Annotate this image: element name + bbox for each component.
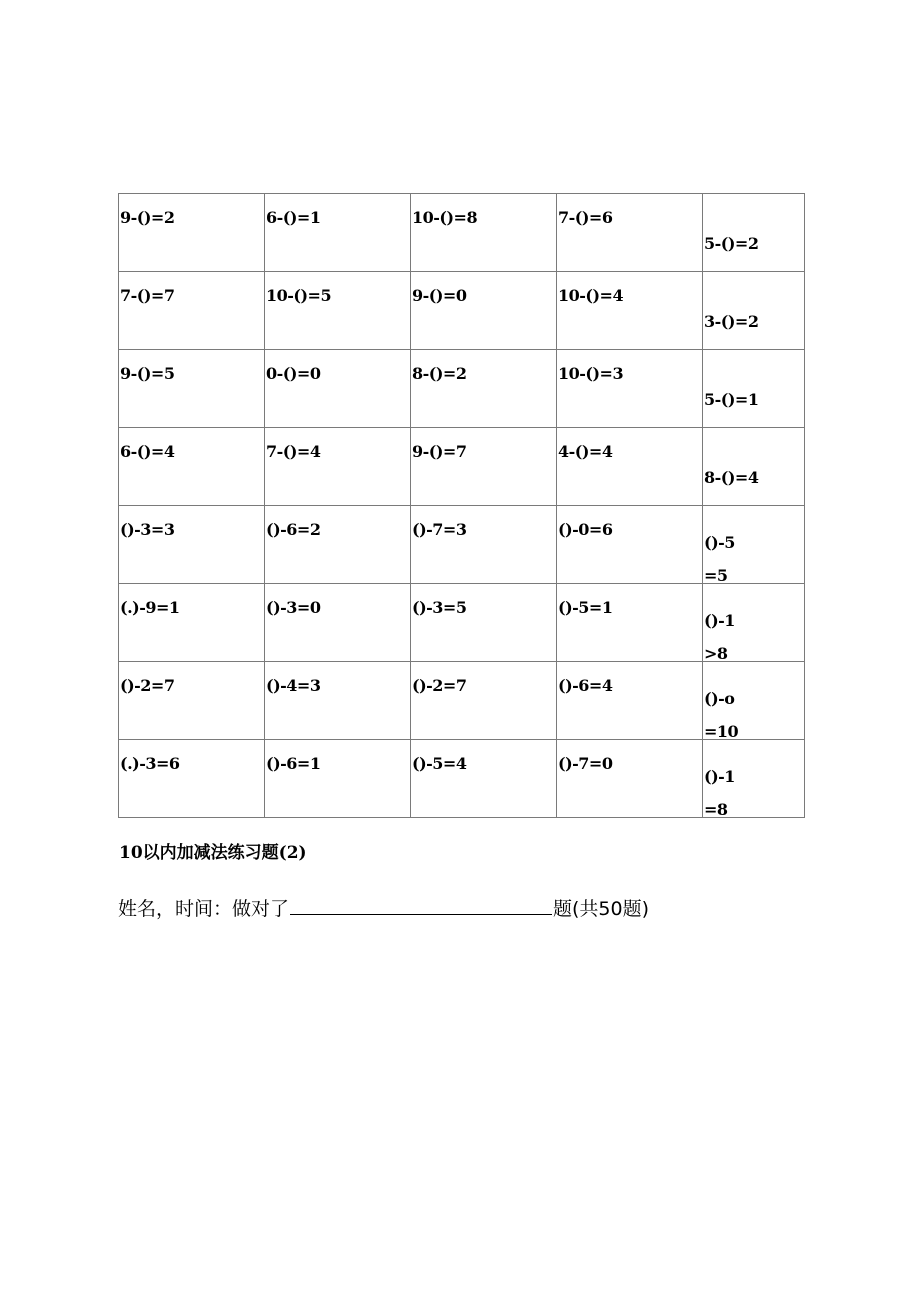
table-cell (557, 194, 703, 272)
equation-split (704, 604, 735, 670)
table-row (119, 272, 805, 350)
equation: ()-0=6 (558, 520, 613, 539)
score-blank[interactable] (290, 894, 552, 915)
table-row (119, 584, 805, 662)
equation-part: ()-1 (704, 611, 735, 630)
table-cell (411, 272, 557, 350)
equation: ()-3=0 (266, 598, 321, 617)
exercise-table (118, 193, 805, 818)
table-cell (557, 428, 703, 506)
equation: ()-2=7 (412, 676, 467, 695)
table-row (119, 506, 805, 584)
equation: 9-()=5 (120, 364, 175, 383)
table-cell (703, 428, 805, 506)
table-cell (119, 272, 265, 350)
table-cell (265, 350, 411, 428)
equation: ()-7=0 (558, 754, 613, 773)
table-cell (265, 662, 411, 740)
table-cell (119, 506, 265, 584)
equation: 8-()=2 (412, 364, 467, 383)
table-row (119, 350, 805, 428)
table-cell (703, 584, 805, 662)
table-cell (119, 584, 265, 662)
table-cell (265, 584, 411, 662)
equation: (.)-3=6 (120, 754, 180, 773)
equation: 10-()=3 (558, 364, 624, 383)
table-cell (703, 662, 805, 740)
table-cell (119, 662, 265, 740)
table-row (119, 194, 805, 272)
equation-part: ()-5 (704, 533, 735, 552)
table-cell (265, 194, 411, 272)
table-cell (119, 194, 265, 272)
equation: ()-5=4 (412, 754, 467, 773)
table-cell (557, 740, 703, 818)
student-info-line (118, 894, 649, 921)
table-cell (119, 428, 265, 506)
equation: 7-()=7 (120, 286, 175, 305)
equation: 7-()=6 (558, 208, 613, 227)
equation: 9-()=2 (120, 208, 175, 227)
equation: 10-()=8 (412, 208, 478, 227)
worksheet-heading: 10以内加减法练习题(2) (119, 843, 307, 863)
equation-part: ()-1 (704, 767, 735, 786)
equation-split (704, 760, 735, 826)
table-row (119, 428, 805, 506)
equation: 8-()=4 (704, 468, 759, 487)
equation-part: =8 (704, 800, 728, 819)
equation: ()-3=5 (412, 598, 467, 617)
equation: ()-6=1 (266, 754, 321, 773)
equation: 5-()=2 (704, 234, 759, 253)
equation-part: =5 (704, 566, 728, 585)
equation: (.)-9=1 (120, 598, 180, 617)
equation-split (704, 526, 735, 592)
equation: 7-()=4 (266, 442, 321, 461)
table-cell (411, 662, 557, 740)
equation: 10-()=5 (266, 286, 332, 305)
equation: 9-()=0 (412, 286, 467, 305)
equation: 6-()=1 (266, 208, 321, 227)
equation-part: =10 (704, 722, 739, 741)
table-cell (557, 584, 703, 662)
table-cell (119, 740, 265, 818)
equation: 0-()=0 (266, 364, 321, 383)
equation: 6-()=4 (120, 442, 175, 461)
table-cell (703, 350, 805, 428)
table-cell (703, 506, 805, 584)
equation: ()-6=4 (558, 676, 613, 695)
table-cell (703, 194, 805, 272)
table-cell (557, 662, 703, 740)
table-cell (557, 506, 703, 584)
equation: 10-()=4 (558, 286, 624, 305)
equation-part: ()-o (704, 689, 735, 708)
equation: 4-()=4 (558, 442, 613, 461)
table-cell (557, 272, 703, 350)
table-cell (119, 350, 265, 428)
equation: 3-()=2 (704, 312, 759, 331)
table-cell (265, 506, 411, 584)
table-cell (411, 428, 557, 506)
equation: 5-()=1 (704, 390, 759, 409)
table-cell (411, 584, 557, 662)
equation-split (704, 682, 738, 748)
table-cell (265, 272, 411, 350)
table-cell (557, 350, 703, 428)
table-cell (703, 740, 805, 818)
equation: ()-7=3 (412, 520, 467, 539)
equation: ()-6=2 (266, 520, 321, 539)
table-cell (703, 272, 805, 350)
table-row (119, 740, 805, 818)
equation: ()-4=3 (266, 676, 321, 695)
table-cell (411, 350, 557, 428)
table-cell (265, 740, 411, 818)
equation-part: >8 (704, 644, 728, 663)
equation: 9-()=7 (412, 442, 467, 461)
table-row (119, 662, 805, 740)
table-cell (265, 428, 411, 506)
info-suffix: 题(共50题) (553, 898, 650, 920)
equation: ()-5=1 (558, 598, 613, 617)
table-cell (411, 506, 557, 584)
info-prefix: 姓名，时间：做对了 (118, 898, 290, 920)
table-cell (411, 740, 557, 818)
table-cell (411, 194, 557, 272)
equation: ()-2=7 (120, 676, 175, 695)
equation: ()-3=3 (120, 520, 175, 539)
